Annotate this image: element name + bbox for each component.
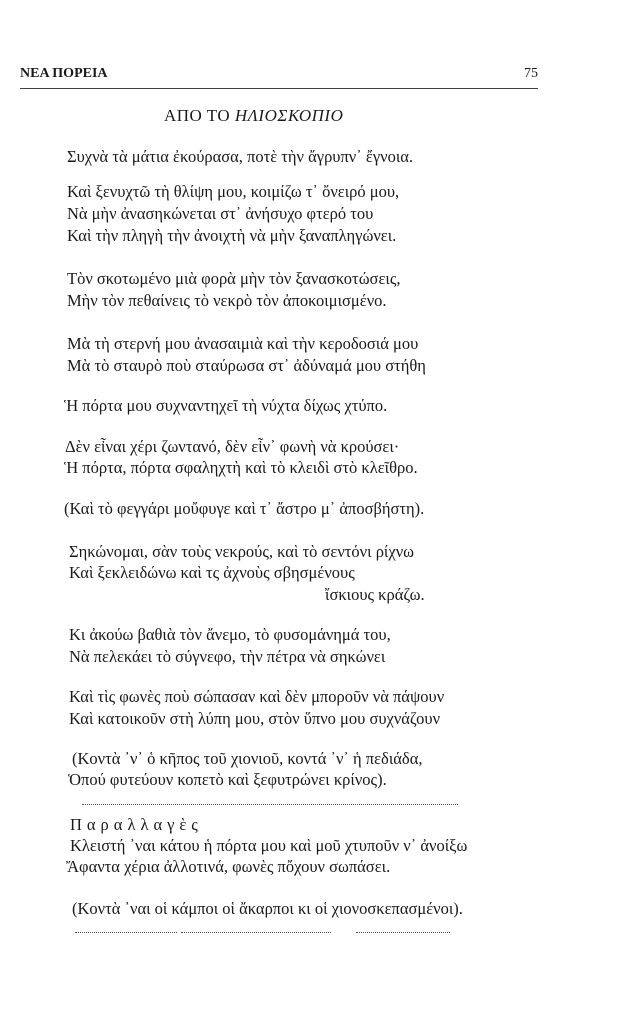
poem-line: Νὰ πελεκάει τὸ σύγνεφο, τὴν πέτρα νὰ σηκώνει [69,647,386,666]
poem-line: Καὶ ξεκλειδώνω καὶ τς ἀχνοὺς σβησμένους [69,563,355,582]
variants-heading: Παραλλαγὲς [70,815,203,834]
poem-line: Καὶ τὴν πληγὴ τὴν ἀνοιχτὴ νὰ μὴν ξαναπληγώνει. [67,226,397,245]
page-number: 75 [524,66,538,81]
poem-line: Νὰ μὴν ἀνασηκώνεται στ᾽ ἀνήσυχο φτερό του [67,204,374,223]
poem-line: Μὴν τὸν πεθαίνεις τὸ νεκρὸ τὸν ἀποκοιμισμένο. [67,291,387,310]
poem-line: Συχνὰ τὰ μάτια ἐκούρασα, ποτὲ τὴν ἄγρυπν᾽ ἔγνοια. [67,147,414,166]
poem-line: Ἡ πόρτα μου συχναντηχεῖ τὴ νύχτα δίχως χτύπο. [64,396,388,415]
poem-line: Καὶ κατοικοῦν στὴ λύπη μου, στὸν ὕπνο μου συχνάζουν [69,709,441,728]
poem-line: Μὰ τὸ σταυρὸ ποὺ σταύρωσα στ᾽ ἀδύναμά μου στήθη [67,356,426,375]
variant-line: Ἄφαντα χέρια ἀλλοτινά, φωνὲς πὄχουν σωπάσει. [66,857,391,876]
dotted-separator [356,932,450,933]
poem-line: (Κοντὰ ᾽ν᾽ ὁ κῆπος τοῦ χιονιοῦ, κοντά ᾽ν᾽ ἡ πεδιάδα, [72,749,423,768]
poem-line: Μὰ τὴ στερνή μου ἀνασαιμιὰ καὶ τὴν κεροδοσιά μου [67,334,419,353]
header-rule [20,88,538,89]
poem-line: Ὁπού φυτεύουν κοπετὸ καὶ ξεφυτρώνει κρίνος). [68,770,387,789]
variant-line: (Κοντὰ ᾽ναι οἱ κάμποι οἱ ἄκαρποι κι οἱ χιονοσκεπασμένοι). [72,899,463,918]
poem-line: Τὸν σκοτωμένο μιὰ φορὰ μὴν τὸν ξανασκοτώσεις, [67,269,401,288]
title-prefix: ΑΠΟ ΤΟ [164,106,231,125]
poem-line: Καὶ ξενυχτῶ τὴ θλίψη μου, κοιμίζω τ᾽ ὄνειρό μου, [67,182,400,201]
poem-line: (Καὶ τὸ φεγγάρι μοὔφυγε καὶ τ᾽ ἄστρο μ᾽ ἀποσβήστη). [64,499,425,518]
dotted-separator [75,932,177,933]
poem-line: Κι ἀκούω βαθιὰ τὸν ἄνεμο, τὸ φυσομάνημά του, [69,625,391,644]
journal-name: ΝΕΑ ΠΟΡΕΙΑ [20,66,108,81]
poem-line: Ἡ πόρτα, πόρτα σφαληχτὴ καὶ τὸ κλειδὶ στὸ κλεῖθρο. [64,458,418,477]
variant-line: Κλειστή ᾽ναι κάτου ἡ πόρτα μου καὶ μοῦ χτυποῦν ν᾽ ἀνοίξω [70,836,468,855]
poem-line: Σηκώνομαι, σὰν τοὺς νεκρούς, καὶ τὸ σεντόνι ρίχνω [69,542,415,561]
poem-line: ἴσκιους κράζω. [325,585,425,604]
poem-line: Καὶ τὶς φωνὲς ποὺ σώπασαν καὶ δὲν μποροῦν νὰ πάψουν [69,687,445,706]
dotted-separator [82,804,458,805]
dotted-separator [181,932,331,933]
title-italic: ΗΛΙΟΣΚΟΠΙΟ [234,106,344,125]
poem-title [164,106,343,126]
poem-line: Δὲν εἶναι χέρι ζωντανό, δὲν εἶν᾽ φωνὴ νὰ κρούσει· [65,437,400,456]
